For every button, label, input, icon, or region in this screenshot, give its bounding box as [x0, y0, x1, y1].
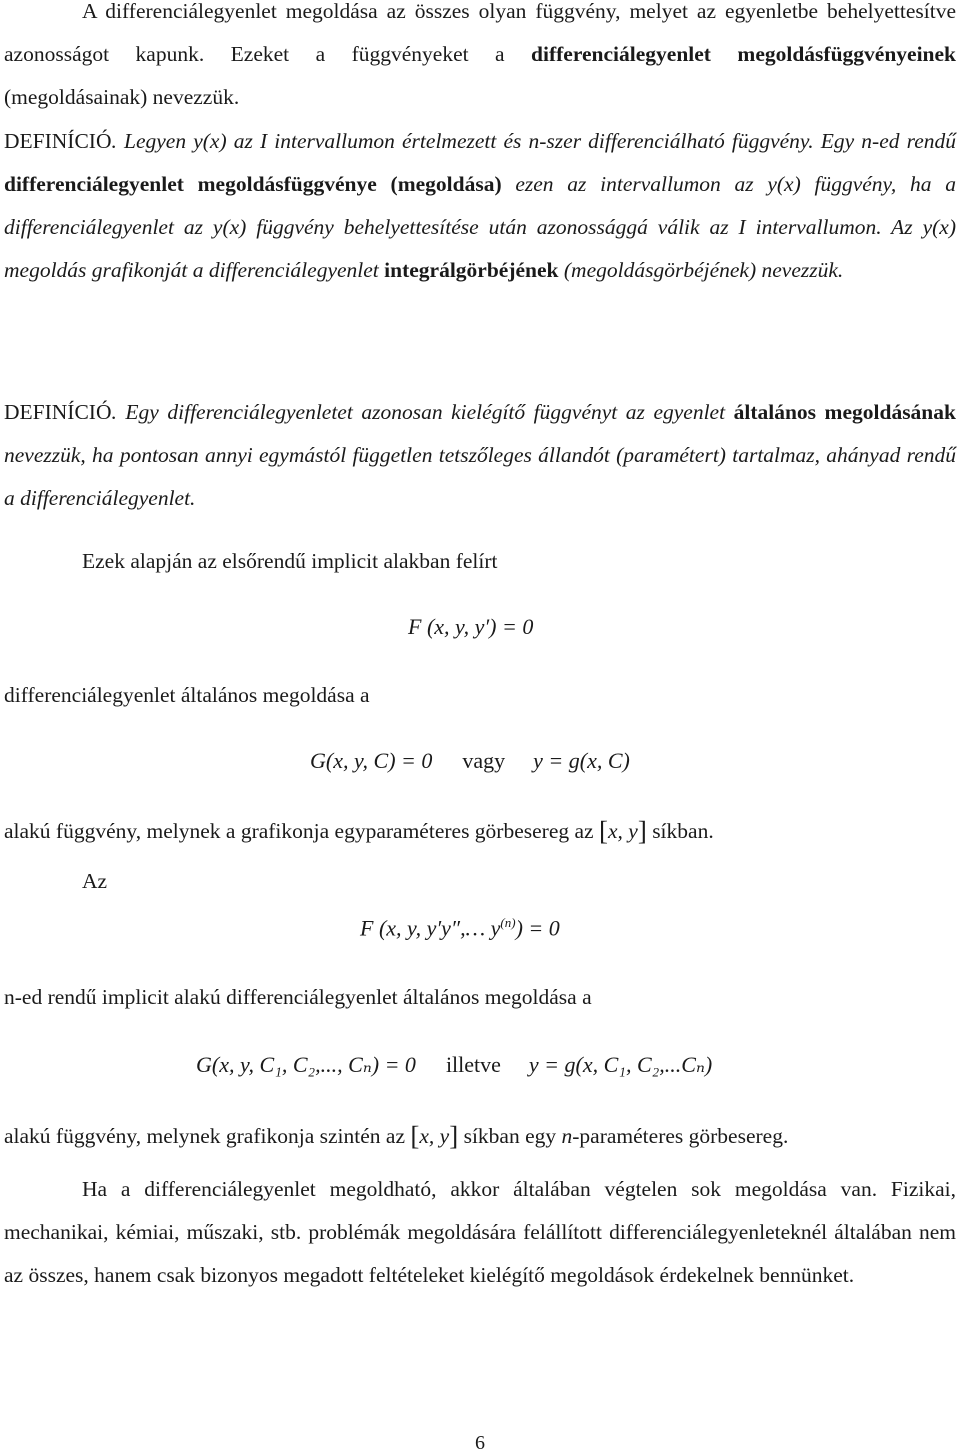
equation-1: F (x, y, y′) = 0 [408, 614, 534, 639]
equation-2: G(x, y, C) = 0 vagy y = g(x, C) [310, 748, 630, 773]
page-number: 6 [475, 1432, 485, 1454]
paragraph-ha: Ha a differenciálegyenlet megoldható, akkor általában végtelen sok megoldása van. Fizikai, mechanikai, kémiai, műszaki, stb. problémák megoldására felállított differenciálegyenleteknél általában nem az összes, hanem csak bizonyos megadott feltételeket kielégítő megoldások érdekelnek bennünket. [4, 1177, 956, 1287]
definition-1: DEFINÍCIÓ. Legyen y(x) az I intervallumon értelmezett és n-szer differenciálható függvény. Egy n-ed rendű differenciálegyenlet megoldásfüggvénye (megoldása) ezen az intervallumon az y(x) függvény, ha a differenciálegyenlet az y(x) függvény behelyettesítése után azonossággá válik az I intervallumon. Az y(x) megoldás grafikonját a differenciálegyenlet integrálgörbéjének (megoldásgörbéjének) nevezzük. [4, 129, 956, 282]
intro-bold-term: differenciálegyenlet megoldásfüggvényeinek [531, 42, 956, 66]
paragraph-az: Az [82, 869, 108, 893]
intro-text-a: A differenciálegyenlet megoldása az összes olyan függvény, melyet az egyenletbe behelyettesítve azonosságot kapunk. Ezeket a függvényeket a [4, 0, 956, 66]
y-of-x: y(x) [193, 129, 227, 153]
paragraph-ned: n-ed rendű implicit alakú differenciálegyenlet általános megoldása a [4, 985, 592, 1009]
definition-1-label: DEFINÍCIÓ [4, 129, 112, 153]
intro-text-c: (megoldásainak) nevezzük. [4, 85, 240, 109]
paragraph-alaku-2: alakú függvény, melynek grafikonja szintén az [x, y] síkban egy n-paraméteres görbesereg. [4, 1121, 789, 1151]
equation-4: G(x, y, C₁, C₂,..., Cₙ) = 0 illetve y = g(x, C₁, C₂,...Cₙ) [196, 1052, 713, 1077]
paragraph-ezek: Ezek alapján az elsőrendű implicit alakban felírt [82, 549, 498, 573]
equation-3: F (x, y, y′y″,… $y^{(n)}) = 0$ [360, 915, 560, 941]
definition-2: DEFINÍCIÓ. Egy differenciálegyenletet azonosan kielégítő függvényt az egyenlet általános megoldásának nevezzük, ha pontosan annyi egymástól független tetszőleges állandót (paramétert) tartalmaz, ahányad rendű a differenciálegyenlet. [4, 400, 956, 510]
definition-1-bold-term: differenciálegyenlet megoldásfüggvénye (megoldása) [4, 172, 502, 196]
paragraph-alaku-1: alakú függvény, melynek a grafikonja egyparaméteres görbesereg az [x, y] síkban. [4, 816, 714, 846]
definition-1-bold-term-2: integrálgörbéjének [384, 258, 559, 282]
intro-paragraph [4, 0, 956, 119]
definition-2-label: DEFINÍCIÓ [4, 400, 112, 424]
definition-2-bold-term: általános megoldásának [733, 400, 956, 424]
paragraph-general-solution: differenciálegyenlet általános megoldása a [4, 683, 370, 707]
